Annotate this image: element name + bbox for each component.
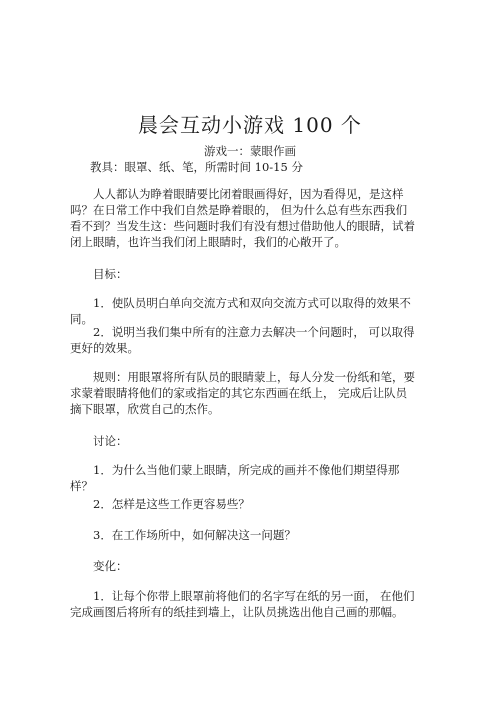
goal-item-1: 1．使队员明白单向交流方式和双向交流方式可以取得的效果不同。 xyxy=(70,296,411,326)
document-title: 晨会互动小游戏 100 个 xyxy=(138,113,362,137)
rules-paragraph: 规则：用眼罩将所有队员的眼睛蒙上，每人分发一份纸和笔，要求蒙着眼睛将他们的家或指定的其它东西画在纸上， 完成后让队员摘下眼罩，欣赏自己的杰作。 xyxy=(70,370,415,416)
goal-item-2: 2．说明当我们集中所有的注意力去解决一个问题时， 可以取得更好的效果。 xyxy=(70,325,415,355)
variation-item-1: 1．让每个你带上眼罩前将他们的名字写在纸的另一面， 在他们完成画图后将所有的纸挂到墙上，让队员挑选出他自己画的那幅。 xyxy=(70,589,415,619)
game-subtitle: 游戏一：蒙眼作画 xyxy=(204,144,296,158)
intro-paragraph: 人人都认为睁着眼睛要比闭着眼画得好，因为看得见，是这样吗？在日常工作中我们自然是睁着眼的， 但为什么总有些东西我们看不到？当发生这：些问题时我们有没有想过借助他人的眼睛，试着闭上眼睛，也许当我们闭上眼睛时，我们的心敞开了。 xyxy=(70,187,415,249)
discussion-heading: 讨论： xyxy=(93,434,128,448)
discussion-item-1: 1．为什么当他们蒙上眼睛，所完成的画并不像他们期望得那样？ xyxy=(70,463,400,493)
materials-line: 教具：眼罩、纸、笔，所需时间 10-15 分 xyxy=(90,160,303,174)
discussion-item-3: 3．在工作场所中，如何解决这一问题？ xyxy=(93,528,296,542)
goals-heading: 目标： xyxy=(93,267,128,281)
discussion-item-2: 2．怎样是这些工作更容易些？ xyxy=(93,497,250,511)
variation-heading: 变化： xyxy=(93,559,128,573)
